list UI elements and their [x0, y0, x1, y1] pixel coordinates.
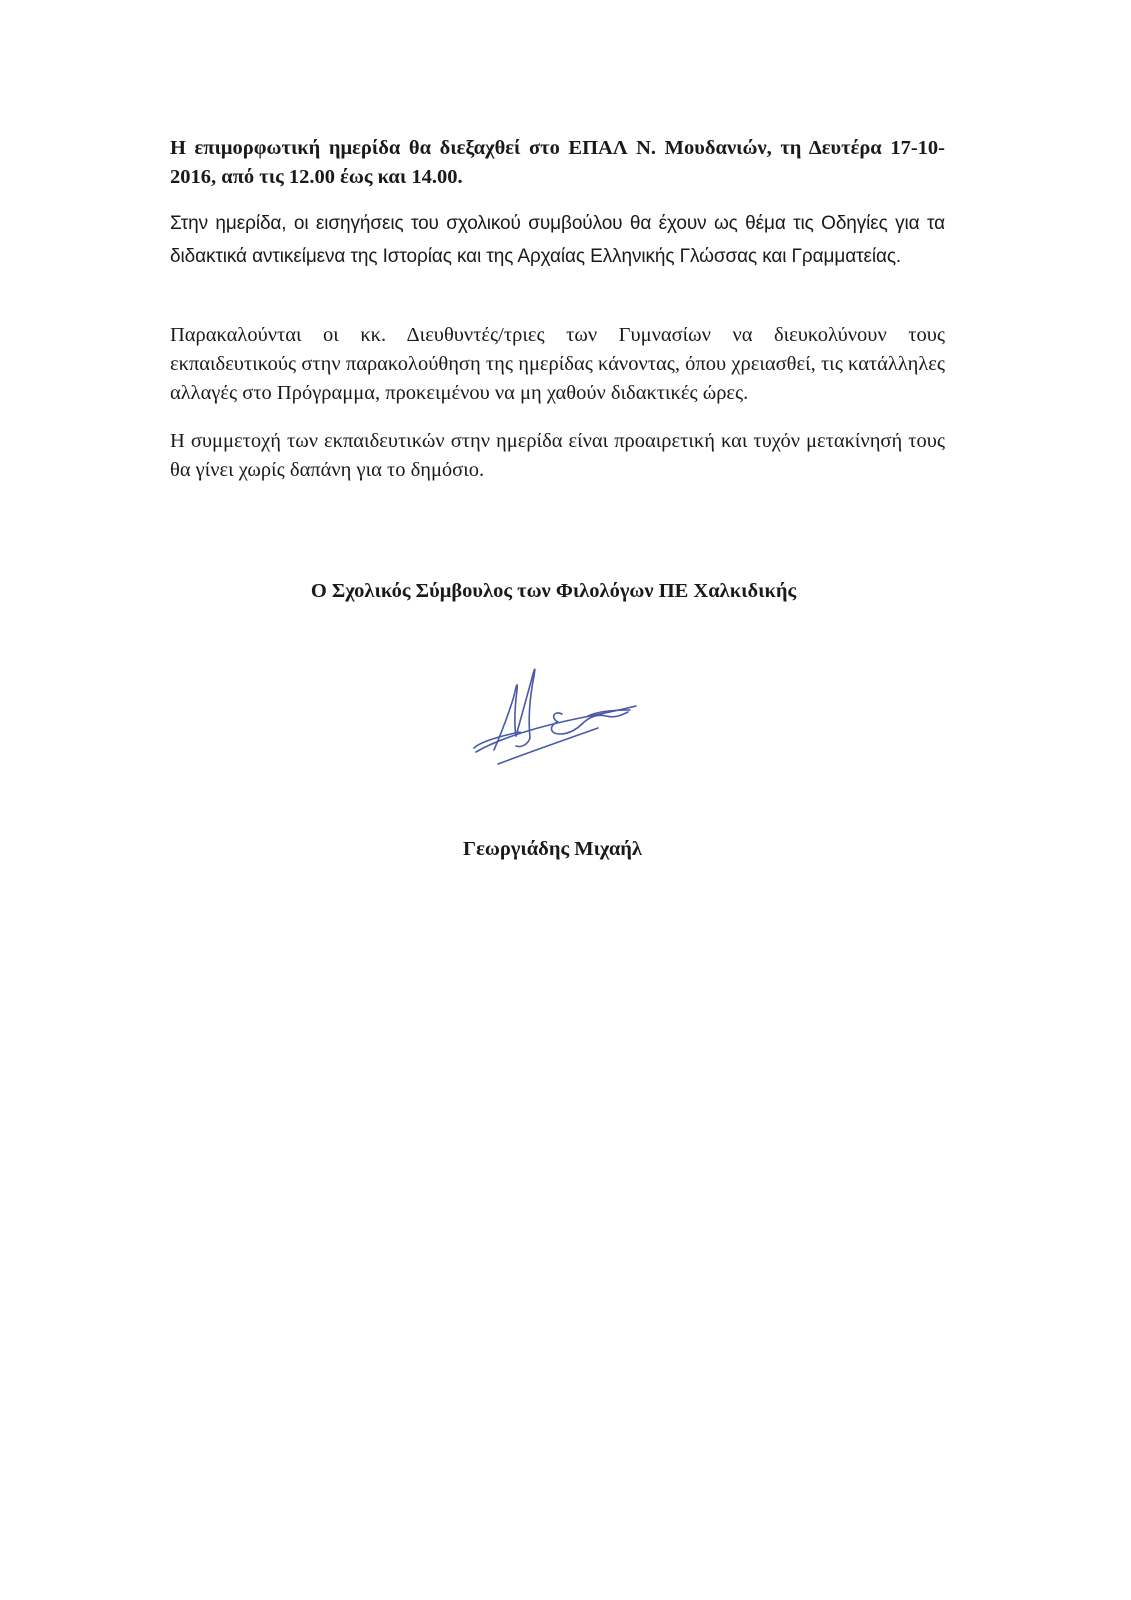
meeting-topic-paragraph: Στην ημερίδα, οι εισηγήσεις του σχολικού συμβούλου θα έχουν ως θέμα τις Οδηγίες για τα διδακτικά αντικείμενα της Ιστορίας και της Αρχαίας Ελληνικής Γλώσσας και Γραμματείας. — [170, 213, 945, 267]
meeting-details-paragraph: Η επιμορφωτική ημερίδα θα διεξαχθεί στο ΕΠΑΛ Ν. Μουδανιών, τη Δευτέρα 17-10-2016, από τις 12.00 έως και 14.00. — [170, 137, 945, 188]
handwritten-signature — [470, 656, 650, 776]
participation-paragraph: Η συμμετοχή των εκπαιδευτικών στην ημερίδα είναι προαιρετική και τυχόν μετακίνησή τους θα γίνει χωρίς δαπάνη για το δημόσιο. — [170, 430, 945, 481]
signatory-name: Γεωργιάδης Μιχαήλ — [463, 838, 642, 860]
signatory-title: Ο Σχολικός Σύμβουλος των Φιλολόγων ΠΕ Χαλκιδικής — [310, 580, 797, 602]
directors-request-paragraph: Παρακαλούνται οι κκ. Διευθυντές/τριες των Γυμνασίων να διευκολύνουν τους εκπαιδευτικούς στην παρακολούθηση της ημερίδας κάνοντας, όπου χρειασθεί, τις κατάλληλες αλλαγές στο Πρόγραμμα, προκειμένου να μη χαθούν διδακτικές ώρες. — [170, 324, 945, 404]
